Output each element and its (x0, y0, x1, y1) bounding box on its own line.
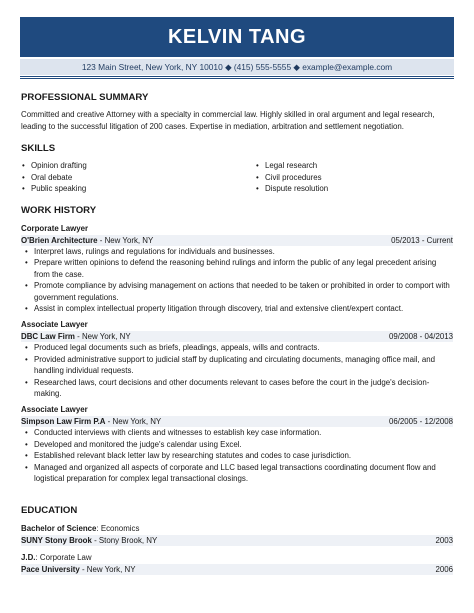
skill-item: • Dispute resolution (255, 183, 328, 195)
company-name: O'Brien Architecture (21, 235, 98, 245)
header-divider (20, 76, 454, 77)
company-name: Simpson Law Firm P.A (21, 416, 106, 426)
degree-line (21, 552, 453, 564)
duty-item: • Provided administrative support to judicial staff by duplicating and circulating documents, managing office mail, and handling individual requests. (34, 354, 453, 377)
skill-item: • Oral debate (21, 172, 255, 184)
job-title: Associate Lawyer (21, 320, 88, 330)
job-employer (21, 416, 161, 428)
job-duties (21, 342, 453, 399)
job-title: Associate Lawyer (21, 405, 88, 415)
job-location: - New York, NY (105, 416, 162, 426)
job-employer-line (21, 331, 453, 343)
job-dates: 06/2005 - 12/2008 (388, 416, 453, 426)
job-entry (21, 319, 453, 399)
duty-item: • Produced legal documents such as briefs, pleadings, appeals, wills and contracts. (34, 342, 453, 353)
job-entry (21, 223, 453, 314)
section-title: PROFESSIONAL SUMMARY (21, 92, 149, 103)
duty-item: • Developed and monitored the judge's calendar using Excel. (34, 439, 453, 450)
job-entry (21, 404, 453, 484)
job-location: - New York, NY (74, 331, 131, 341)
skills-section (21, 143, 453, 195)
contact-info: 123 Main Street, New York, NY 10010 ◆ (415) 555-5555 ◆ example@example.com (20, 59, 454, 75)
section-title: WORK HISTORY (21, 205, 97, 216)
school-line (21, 535, 453, 547)
skills-list (21, 160, 453, 195)
skills-column-right (255, 160, 328, 195)
education-section (21, 505, 453, 575)
duty-item: • Assist in complex intellectual property litigation through discovery, trial and extensive client/expert contact. (34, 303, 453, 314)
header-divider (20, 78, 454, 79)
degree-name: Bachelor of Science (21, 524, 97, 533)
school-location: - New York, NY (79, 564, 136, 574)
skills-column-left (21, 160, 255, 195)
school (21, 564, 135, 576)
degree-field: : Corporate Law (35, 553, 92, 562)
duty-item: • Conducted interviews with clients and witnesses to establish key case information. (34, 427, 453, 438)
education-entry (21, 523, 453, 546)
job-employer (21, 235, 153, 247)
summary-text: Committed and creative Attorney with a specialty in commercial law. Highly skilled in oral argument and legal research, leading to the successful litigation of 200 cases. Expertise in mediation, arbitration and settlement negotiation. (21, 110, 435, 132)
duty-item: • Managed and organized all aspects of corporate and LLC based legal transactions coordinating document flow and logistical preparation for complex legal transactional closings. (34, 462, 453, 485)
duty-item: • Researched laws, court decisions and other documents relevant to cases before the court in the judge's decision-making. (34, 377, 453, 400)
school-name: SUNY Stony Brook (21, 535, 92, 545)
school-location: - Stony Brook, NY (91, 535, 158, 545)
section-title: SKILLS (21, 143, 56, 154)
job-employer (21, 331, 131, 343)
skill-item: • Opinion drafting (21, 160, 255, 172)
job-employer-line (21, 416, 453, 428)
job-location: - New York, NY (97, 235, 154, 245)
duty-item: • Established relevant black letter law by researching statutes and codes to case jurisdiction. (34, 450, 453, 461)
duty-item: • Promote compliance by advising management on actions that needed to be taken or prohibited in order to comport with government regulations. (34, 280, 453, 303)
graduation-year: 2006 (435, 564, 453, 574)
job-dates: 09/2008 - 04/2013 (388, 331, 453, 341)
duty-item: • Interpret laws, rulings and regulations for individuals and businesses. (34, 246, 453, 257)
candidate-name: KELVIN TANG (167, 26, 307, 48)
company-name: DBC Law Firm (21, 331, 75, 341)
degree (21, 552, 92, 564)
school (21, 535, 157, 547)
work-history-section (21, 205, 453, 485)
education-entry (21, 552, 453, 575)
degree-name: J.D. (21, 553, 36, 562)
job-duties (21, 427, 453, 484)
job-employer-line (21, 235, 453, 247)
graduation-year: 2003 (435, 535, 453, 545)
school-name: Pace University (21, 564, 80, 574)
job-duties (21, 246, 453, 314)
name-banner (20, 17, 454, 57)
skill-item: • Civil procedures (255, 172, 328, 184)
school-line (21, 564, 453, 576)
summary-section (21, 92, 453, 134)
job-dates: 05/2013 - Current (391, 235, 453, 245)
skill-item: • Public speaking (21, 183, 255, 195)
degree-field: : Economics (96, 524, 140, 533)
duty-item: • Prepare written opinions to defend the reasoning behind rulings and inform the public of any legal precedent arising from the case. (34, 257, 453, 280)
job-title: Corporate Lawyer (21, 224, 89, 233)
skill-item: • Legal research (255, 160, 328, 172)
section-title: EDUCATION (21, 505, 78, 516)
degree (21, 523, 139, 535)
degree-line (21, 523, 453, 535)
